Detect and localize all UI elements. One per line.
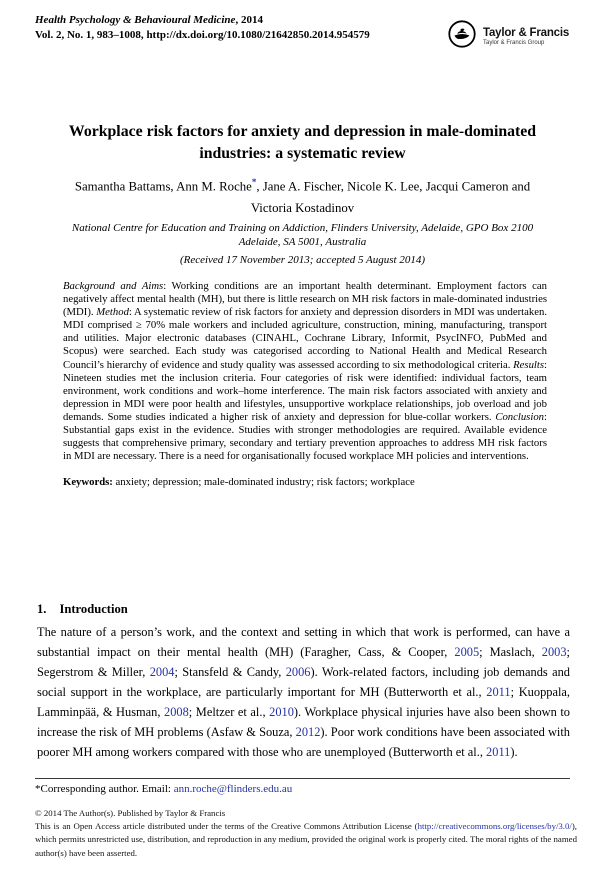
section-number: 1. bbox=[37, 602, 47, 616]
abstract-text bbox=[63, 280, 547, 463]
citation-year-link[interactable]: 2012 bbox=[295, 725, 321, 739]
text-run: ). Poor work conditions have been associated with poorer MH among workers compared with those who are unemployed (Butterworth et al., bbox=[37, 725, 570, 759]
text-run: ; Segerstrom & Miller, bbox=[37, 645, 570, 679]
journal-volume-line bbox=[35, 28, 455, 43]
article-title-line2: industries: a systematic review bbox=[199, 145, 406, 162]
journal-name: Health Psychology & Behavioural Medicine bbox=[35, 14, 236, 26]
text-run: : A systematic review of risk factors for anxiety and depression disorders in MDI was undertaken. MDI comprised ≥ 70% male workers and included agriculture, construction, mining, manufacturing, transport and utilities. Major electronic databases (CINAHL, Cochrane Library, Informit, PsycINFO, PubMed and Scopus) were searched. Each study was categorised according to National Health and Medical Research Council’s hierarchy of evidence and study quality was assessed according to six methodological criteria. bbox=[63, 306, 547, 371]
text-run: : Substantial gaps exist in the evidence. Studies with stronger methodologies are required. Available evidence suggests that comprehensive primary, secondary and tertiary prevention approaches to address MH risk factors in MDI are necessary. There is a need for organisationally focused workplace MH policies and interventions. bbox=[63, 410, 547, 463]
text-run: : Nineteen studies met the inclusion criteria. Four categories of risk were identified: individual factors, team environment, work conditions and work–home interference. The main risk factors associated with anxiety and depression in MDI were poor health and lifestyles, unsupportive workplace relationships, job overload and job demands. Some studies indicated a higher risk of anxiety and depression for blue-collar workers. bbox=[63, 358, 547, 423]
text-run: ; Meltzer et al., bbox=[188, 705, 270, 719]
citation-year-link[interactable]: 2011 bbox=[486, 745, 511, 759]
imprint-block bbox=[35, 807, 577, 860]
text-run: ), which permits unrestricted use, distribution, and reproduction in any medium, provided the original work is properly cited. The moral rights of the named author(s) have been asserted. bbox=[35, 821, 577, 858]
volume-info: Vol. 2, No. 1, 983–1008, bbox=[35, 29, 147, 41]
logo-text-block bbox=[483, 27, 569, 46]
text-run: ; Stansfeld & Candy, bbox=[174, 665, 286, 679]
abstract-label-method: Method bbox=[96, 306, 129, 319]
citation-year-link[interactable]: 2006 bbox=[285, 665, 311, 679]
abstract-label-results: Results bbox=[513, 358, 545, 371]
text-run: : Working conditions are an important health determinant. Employment factors can negatively affect mental health (MH), but there is little research on MH risk factors in male-dominated industries (MDI). bbox=[63, 280, 547, 319]
affiliation bbox=[0, 221, 605, 249]
text-run: The nature of a person’s work, and the context and setting in which that work is performed, can have a substantial impact on their mental health (MH) (Faragher, Cass, & Cooper, bbox=[37, 625, 570, 659]
citation-year-link[interactable]: 2003 bbox=[541, 645, 567, 659]
text-run: ). bbox=[510, 745, 518, 759]
logo-brand-text: Taylor & Francis bbox=[483, 27, 570, 39]
section-heading-introduction bbox=[37, 602, 128, 617]
citation-year-link[interactable]: 2005 bbox=[454, 645, 480, 659]
publisher-logo bbox=[447, 19, 569, 54]
journal-header bbox=[35, 13, 455, 43]
journal-year: , 2014 bbox=[235, 14, 263, 26]
citation-year-link[interactable]: 2004 bbox=[149, 665, 175, 679]
text-run: ). Work-related factors, including job demands and social support in the workplace, are particularly important for MH (Butterworth et al., bbox=[37, 665, 570, 699]
text-run: ; Maslach, bbox=[479, 645, 542, 659]
citation-year-link[interactable]: 2010 bbox=[269, 705, 294, 719]
intro-paragraph bbox=[37, 622, 570, 762]
email-link[interactable]: ann.roche@flinders.edu.au bbox=[173, 783, 293, 795]
keywords-line bbox=[63, 476, 547, 489]
taylor-francis-logo-icon bbox=[447, 19, 477, 54]
keywords-label: Keywords: bbox=[63, 476, 113, 489]
corresponding-author-footnote bbox=[35, 783, 570, 795]
authors-block bbox=[0, 171, 605, 219]
abstract-label-background: Background and Aims bbox=[63, 280, 164, 292]
footnote-text: *Corresponding author. Email: bbox=[35, 783, 174, 795]
license-paragraph bbox=[35, 820, 577, 860]
abstract-block bbox=[63, 280, 547, 489]
text-run: ). Workplace physical injuries have also been shown to increase the risk of MH problems (Asfaw & Souza, bbox=[37, 705, 570, 739]
license-url-link[interactable]: http://creativecommons.org/licenses/by/3.0/ bbox=[417, 821, 572, 832]
text-run: This is an Open Access article distributed under the terms of the Creative Commons Attribution License ( bbox=[35, 821, 418, 832]
copyright-line: © 2014 The Author(s). Published by Taylor & Francis bbox=[35, 808, 226, 818]
journal-name-line bbox=[35, 13, 455, 28]
article-title-line1: Workplace risk factors for anxiety and depression in male-dominated bbox=[68, 123, 537, 140]
affiliation-line1: National Centre for Education and Training on Addiction, Flinders University, Adelaide, GPO Box 2100 bbox=[71, 222, 534, 234]
authors-names-pre: Samantha Battams, Ann M. Roche bbox=[74, 179, 252, 194]
article-title bbox=[0, 121, 605, 165]
keywords-text: anxiety; depression; male-dominated industry; risk factors; workplace bbox=[112, 476, 415, 489]
citation-year-link[interactable]: 2011 bbox=[486, 685, 511, 699]
corresponding-author-mark[interactable]: * bbox=[251, 177, 257, 187]
section-title: Introduction bbox=[59, 602, 128, 616]
logo-group-text: Taylor & Francis Group bbox=[483, 40, 545, 46]
abstract-label-conclusion: Conclusion bbox=[495, 410, 545, 423]
doi-link[interactable]: http://dx.doi.org/10.1080/21642850.2014.954579 bbox=[146, 29, 370, 41]
received-dates: (Received 17 November 2013; accepted 5 August 2014) bbox=[179, 254, 426, 266]
authors-line2: Victoria Kostadinov bbox=[250, 201, 355, 216]
authors-line1 bbox=[0, 171, 605, 197]
citation-year-link[interactable]: 2008 bbox=[164, 705, 189, 719]
footnote-divider bbox=[35, 778, 570, 779]
text-run: ; Kuoppala, Lamminpää, & Husman, bbox=[37, 685, 570, 719]
authors-names-post: , Jane A. Fischer, Nicole K. Lee, Jacqui Cameron and bbox=[256, 179, 531, 194]
affiliation-line2: Adelaide, SA 5001, Australia bbox=[238, 236, 367, 248]
